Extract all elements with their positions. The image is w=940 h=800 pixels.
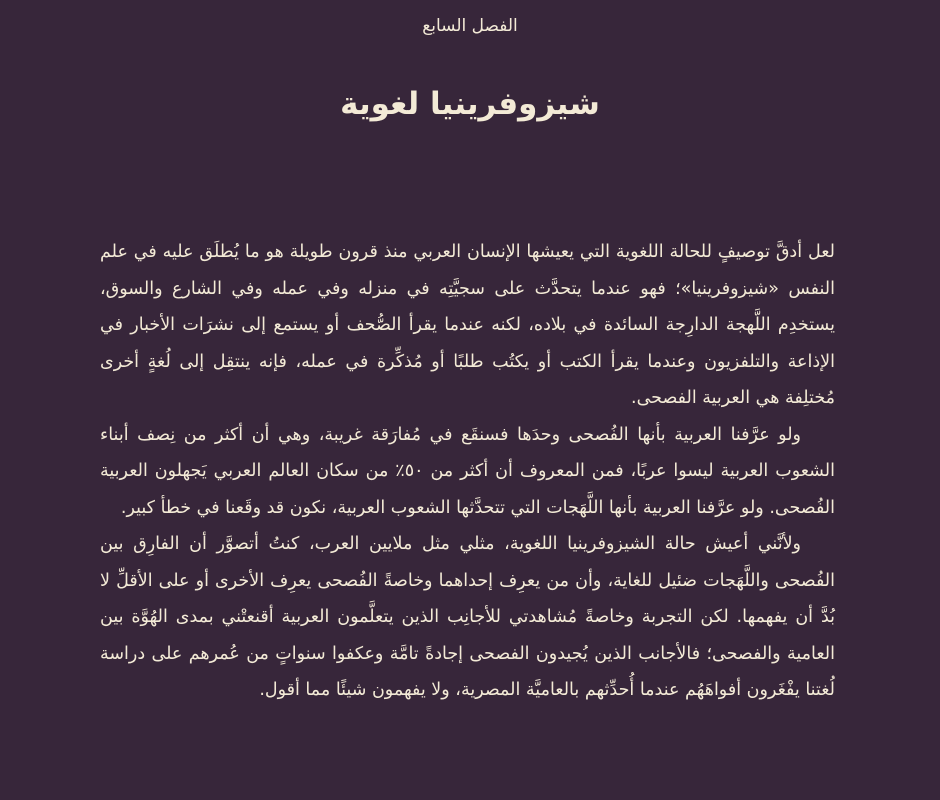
chapter-body <box>100 234 835 709</box>
paragraph-2: ولو عرَّفنا العربية بأنها الفُصحى وحدَها فسنقَع في مُفارَقة غريبة، وهي أن أكثر من نِصف أبناء الشعوب العربية ليسوا عربًا، فمن المعروف أن أكثر من ٥٠٪ من سكان العالم العربي يَجهلون العربية الفُصحى. ولو عرَّفنا العربية بأنها اللَّهَجات التي تتحدَّثها الشعوب العربية، نكون قد وقَعنا في خطأ كبير. <box>100 424 835 518</box>
paragraph-3: ولأنَّني أعيش حالة الشيزوفرينيا اللغوية، مثلي مثل ملايين العرب، كنتُ أتصوَّر أن الفارِق بين الفُصحى واللَّهَجات ضئيل للغاية، وأن من يعرِف إحداهما وخاصةً الفُصحى يعرِف الأخرى أو على الأقلِّ لا بُدَّ أن يفهمها. لكن التجربة وخاصةً مُشاهدتي للأجانِب الذين يتعلَّمون العربية أقنعتْني بمدى الهُوَّة بين العامية والفصحى؛ فالأجانب الذين يُجيدون الفصحى إجادةً تامَّة وعكفوا سنواتٍ من عُمرهم على دراسة لُغتنا يفْغَرون أفواهَهُم عندما أُحدِّثهم بالعاميَّة المصرية، ولا يفهمون شيئًا مما أقول. <box>100 534 835 700</box>
chapter-label: الفصل السابع <box>422 16 518 36</box>
chapter-title: شيزوفرينيا لغوية <box>340 86 600 122</box>
paragraph-1: لعل أدقَّ توصيفٍ للحالة اللغوية التي يعيشها الإنسان العربي منذ قرون طويلة هو ما يُطلَق عليه في علم النفس «شيزوفرينيا»؛ فهو عندما يتحدَّث على سجيَّتِه في منزله وفي عمله وفي الشارع والسوق، يستخدِم اللَّهجة الدارِجة السائدة في بلاده، لكنه عندما يقرأ الصُّحف أو يستمع إلى نشرَات الأخبار في الإذاعة والتلفزيون وعندما يقرأ الكتب أو يكتُب طلبًا أو مُذكِّرة في عمله، فإنه ينتقِل إلى لُغةٍ أخرى مُختلِفة هي العربية الفصحى. <box>100 242 835 408</box>
